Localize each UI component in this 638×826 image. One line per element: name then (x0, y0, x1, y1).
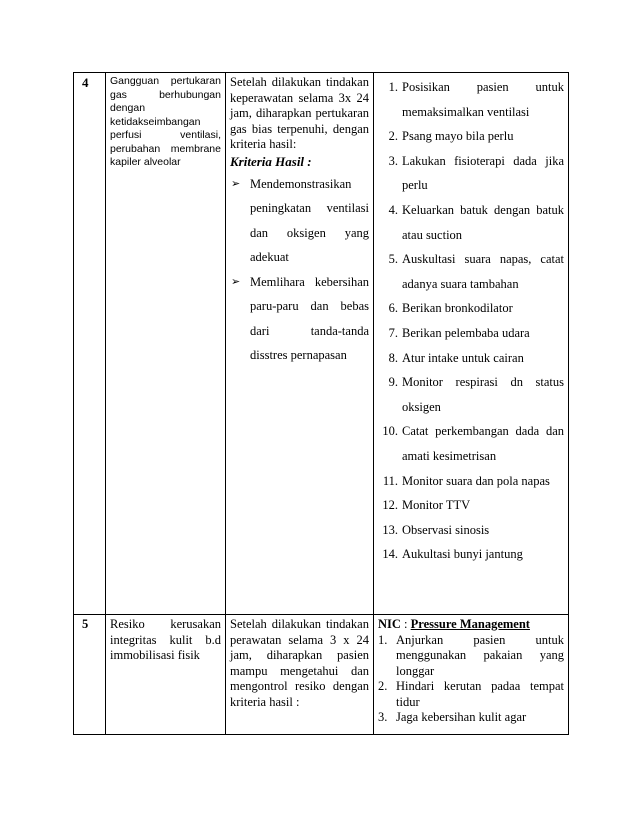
criteria-list (230, 172, 369, 368)
criteria-heading-label: Kriteria Hasil (230, 153, 305, 169)
intervention-list (378, 75, 564, 567)
list-item (378, 247, 564, 296)
item-number: 7. (388, 325, 398, 340)
list-item (378, 149, 564, 198)
item-number: 10. (382, 424, 398, 439)
list-item (378, 198, 564, 247)
item-number: 14. (382, 547, 398, 562)
item-text: Monitor TTV (402, 498, 471, 513)
nic-separator: : (400, 617, 411, 631)
arrow-bullet-icon: ➢ (231, 275, 241, 288)
goal-text: Setelah dilakukan tindakan keperawatan selama 3x 24 jam, diharapkan pertukaran gas bias terpenuhi, dengan kriteria hasil: (230, 75, 369, 151)
diagnosis-cell: Gangguan pertukaran gas berhubungan dengan ketidakseimbangan perfusi ventilasi, perubahan membrane kapiler alveolar (106, 73, 226, 615)
item-text: Lakukan fisioterapi dada jika perlu (402, 153, 564, 193)
item-number: 5. (388, 252, 398, 267)
nursing-care-plan-table (73, 72, 569, 735)
arrow-bullet-icon: ➢ (231, 177, 241, 190)
intervention-list (378, 633, 564, 726)
criteria-text: Memlihara kebersihan paru-paru dan bebas dari tanda-tanda disstres pernapasan (250, 274, 369, 362)
item-number: 1. (388, 80, 398, 94)
item-number: 8. (388, 350, 398, 365)
list-item (378, 633, 564, 680)
item-number: 12. (382, 498, 398, 513)
item-number: 2. (378, 679, 388, 693)
list-item (378, 518, 564, 543)
item-text: Berikan pelembaba udara (402, 325, 530, 340)
list-item (378, 296, 564, 321)
item-text: Jaga kebersihan kulit agar (396, 710, 527, 724)
goal-cell (226, 73, 374, 615)
list-item (378, 469, 564, 494)
criteria-text: Mendemonstrasikan peningkatan ventilasi dan oksigen yang adekuat (250, 176, 369, 264)
item-text: Observasi sinosis (402, 522, 490, 537)
list-item (230, 270, 369, 368)
table-row (74, 73, 569, 615)
item-text: Atur intake untuk cairan (402, 350, 524, 365)
item-number: 3. (378, 710, 388, 724)
item-text: Psang mayo bila perlu (402, 129, 514, 144)
criteria-heading (230, 153, 369, 170)
list-item (378, 75, 564, 124)
item-text: Posisikan pasien untuk memaksimalkan ventilasi (402, 80, 564, 119)
item-text: Berikan bronkodilator (402, 301, 513, 316)
item-number: 4. (388, 202, 398, 217)
list-item (378, 493, 564, 518)
item-text: Aukultasi bunyi jantung (402, 547, 523, 562)
item-number: 3. (388, 153, 398, 168)
list-item (378, 542, 564, 567)
item-text: Keluarkan batuk dengan batuk atau suction (402, 202, 564, 242)
item-text: Monitor respirasi dn status oksigen (402, 375, 564, 414)
list-item (378, 679, 564, 710)
criteria-heading-colon: : (304, 153, 312, 169)
item-number: 1. (378, 632, 388, 647)
item-number: 2. (388, 129, 398, 144)
nic-title: Pressure Management (410, 617, 530, 631)
table-row (74, 615, 569, 735)
item-number: 13. (382, 522, 398, 537)
list-item (378, 370, 564, 419)
item-number: 9. (388, 375, 398, 390)
list-item (378, 419, 564, 468)
item-text: Auskultasi suara napas, catat adanya suara tambahan (402, 252, 564, 291)
list-item (230, 172, 369, 270)
diagnosis-cell: Resiko kerusakan integritas kulit b.d immobilisasi fisik (106, 615, 226, 735)
intervention-cell (374, 73, 569, 615)
item-number: 11. (382, 473, 398, 488)
row-number: 5 (74, 615, 106, 735)
row-number: 4 (74, 73, 106, 615)
list-item (378, 124, 564, 149)
item-number: 6. (388, 301, 398, 316)
item-text: Hindari kerutan padaa tempat tidur (396, 679, 564, 709)
list-item (378, 710, 564, 726)
list-item (378, 346, 564, 371)
goal-cell: Setelah dilakukan tindakan perawatan selama 3 x 24 jam, diharapkan pasien mampu mengetahui dan mengontrol resiko dengan kriteria hasil : (226, 615, 374, 735)
list-item (378, 321, 564, 346)
item-text: Anjurkan pasien untuk menggunakan pakaian yang longgar (396, 632, 564, 678)
item-text: Catat perkembangan dada dan amati kesimetrisan (402, 424, 564, 463)
nic-label: NIC (378, 617, 401, 631)
nic-heading (378, 617, 564, 633)
item-text: Monitor suara dan pola napas (402, 473, 550, 488)
intervention-cell (374, 615, 569, 735)
